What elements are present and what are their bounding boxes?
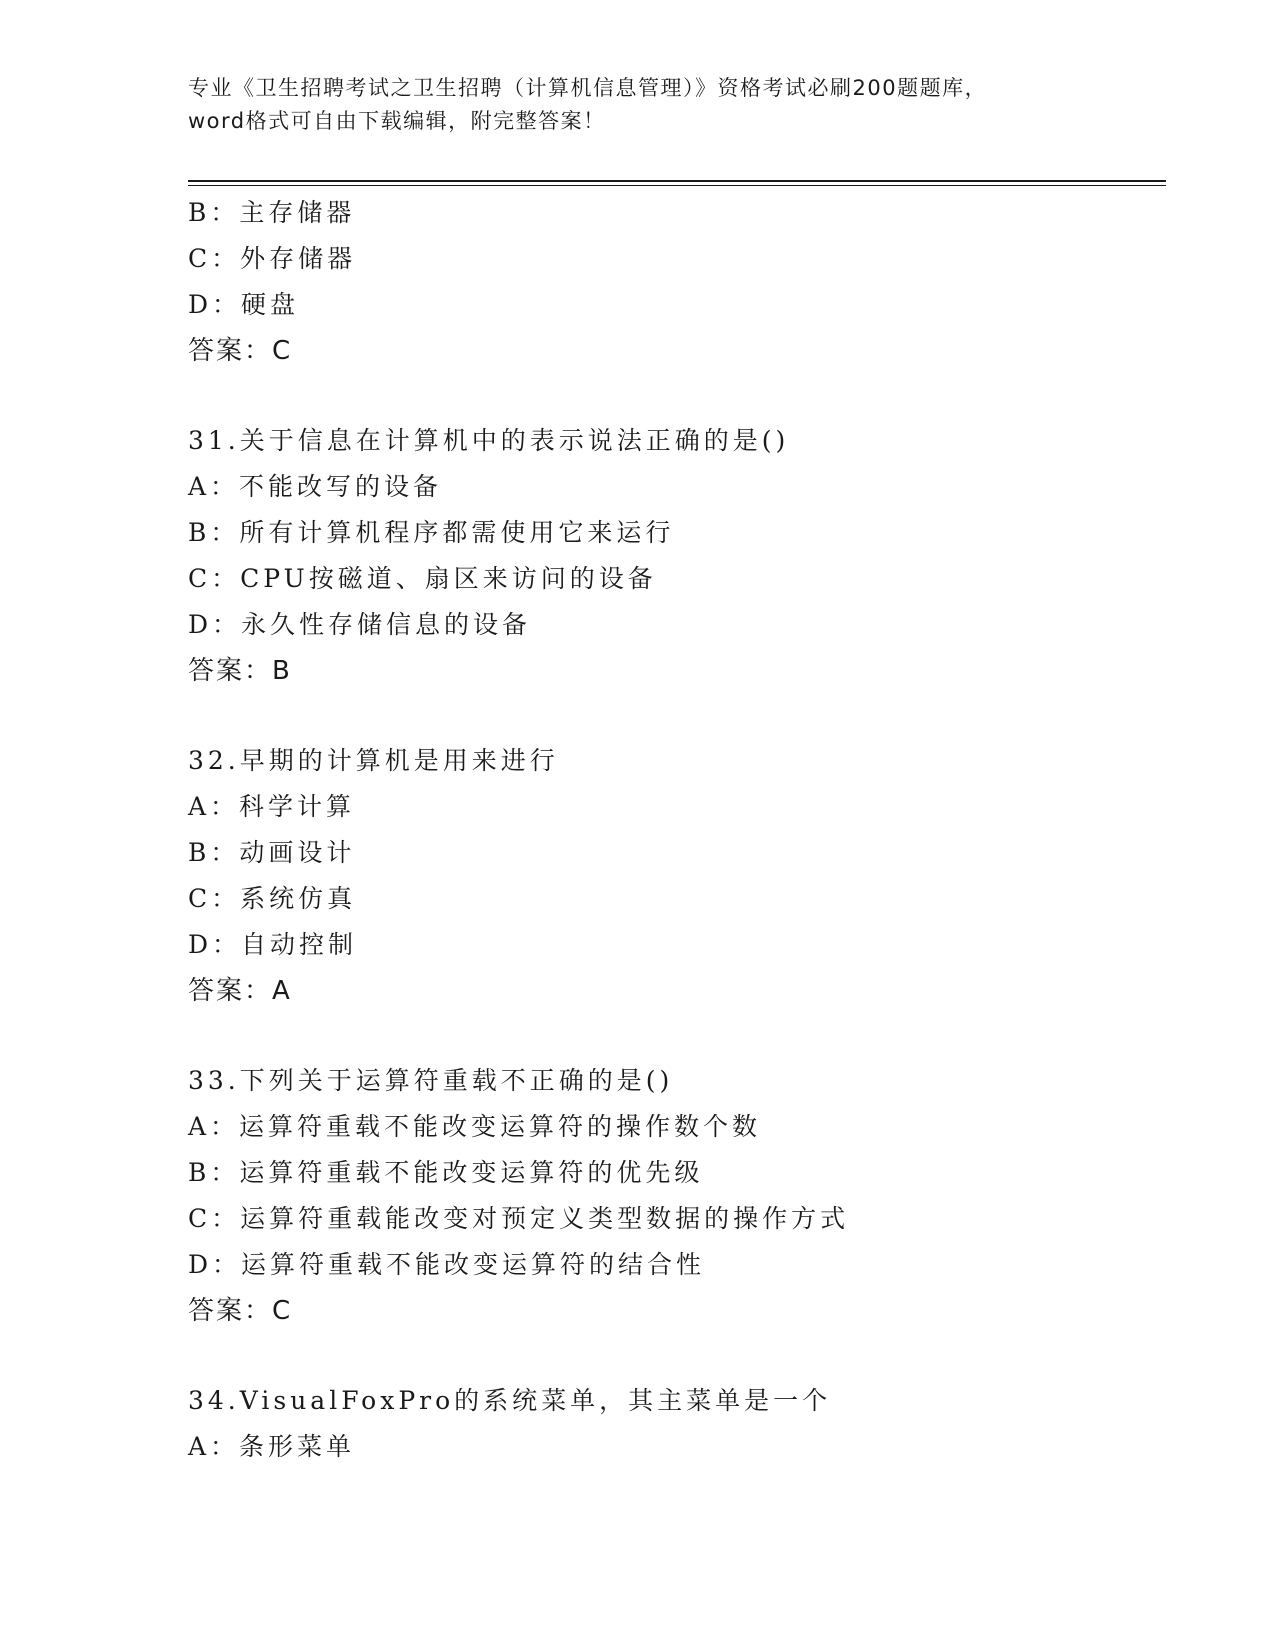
spacer (188, 374, 1148, 418)
option-d: D：硬盘 (188, 290, 300, 319)
option-b: B：运算符重载不能改变运算符的优先级 (188, 1158, 704, 1187)
answer-line: 答案：C (188, 1296, 293, 1326)
document-header (188, 72, 1088, 138)
option-b: B：所有计算机程序都需使用它来运行 (188, 518, 675, 547)
option-d: D：运算符重载不能改变运算符的结合性 (188, 1250, 706, 1279)
option-d: D：自动控制 (188, 930, 358, 959)
option-c: C：系统仿真 (188, 884, 357, 913)
option-b: B：动画设计 (188, 838, 356, 867)
question-30-continued (188, 190, 1148, 374)
question-stem: 34.VisualFoxPro的系统菜单，其主菜单是一个 (188, 1386, 832, 1415)
question-31 (188, 418, 1148, 694)
header-divider-thin (188, 185, 1166, 186)
answer-line: 答案：A (188, 976, 292, 1006)
option-c: C：运算符重载能改变对预定义类型数据的操作方式 (188, 1204, 850, 1233)
question-33 (188, 1058, 1148, 1334)
option-c: C：CPU按磁道、扇区来访问的设备 (188, 564, 657, 593)
option-d: D：永久性存储信息的设备 (188, 610, 532, 639)
option-c: C：外存储器 (188, 244, 357, 273)
question-34 (188, 1378, 1148, 1470)
question-32 (188, 738, 1148, 1014)
question-stem: 31.关于信息在计算机中的表示说法正确的是() (188, 426, 790, 455)
option-a: A：科学计算 (188, 792, 356, 821)
answer-line: 答案：C (188, 336, 293, 366)
option-a: A：不能改写的设备 (188, 472, 443, 501)
question-stem: 32.早期的计算机是用来进行 (188, 746, 559, 775)
question-stem: 33.下列关于运算符重载不正确的是() (188, 1066, 674, 1095)
option-b: B：主存储器 (188, 198, 356, 227)
option-a: A：条形菜单 (188, 1432, 356, 1461)
header-divider-thick (188, 180, 1166, 182)
question-list (188, 190, 1148, 1470)
spacer (188, 694, 1148, 738)
spacer (188, 1014, 1148, 1058)
header-title-line-2: word格式可自由下载编辑，附完整答案！ (188, 109, 606, 133)
answer-line: 答案：B (188, 656, 292, 686)
spacer (188, 1334, 1148, 1378)
header-title-line-1: 专业《卫生招聘考试之卫生招聘（计算机信息管理）》资格考试必刷200题题库， (188, 76, 988, 100)
option-a: A：运算符重载不能改变运算符的操作数个数 (188, 1112, 762, 1141)
